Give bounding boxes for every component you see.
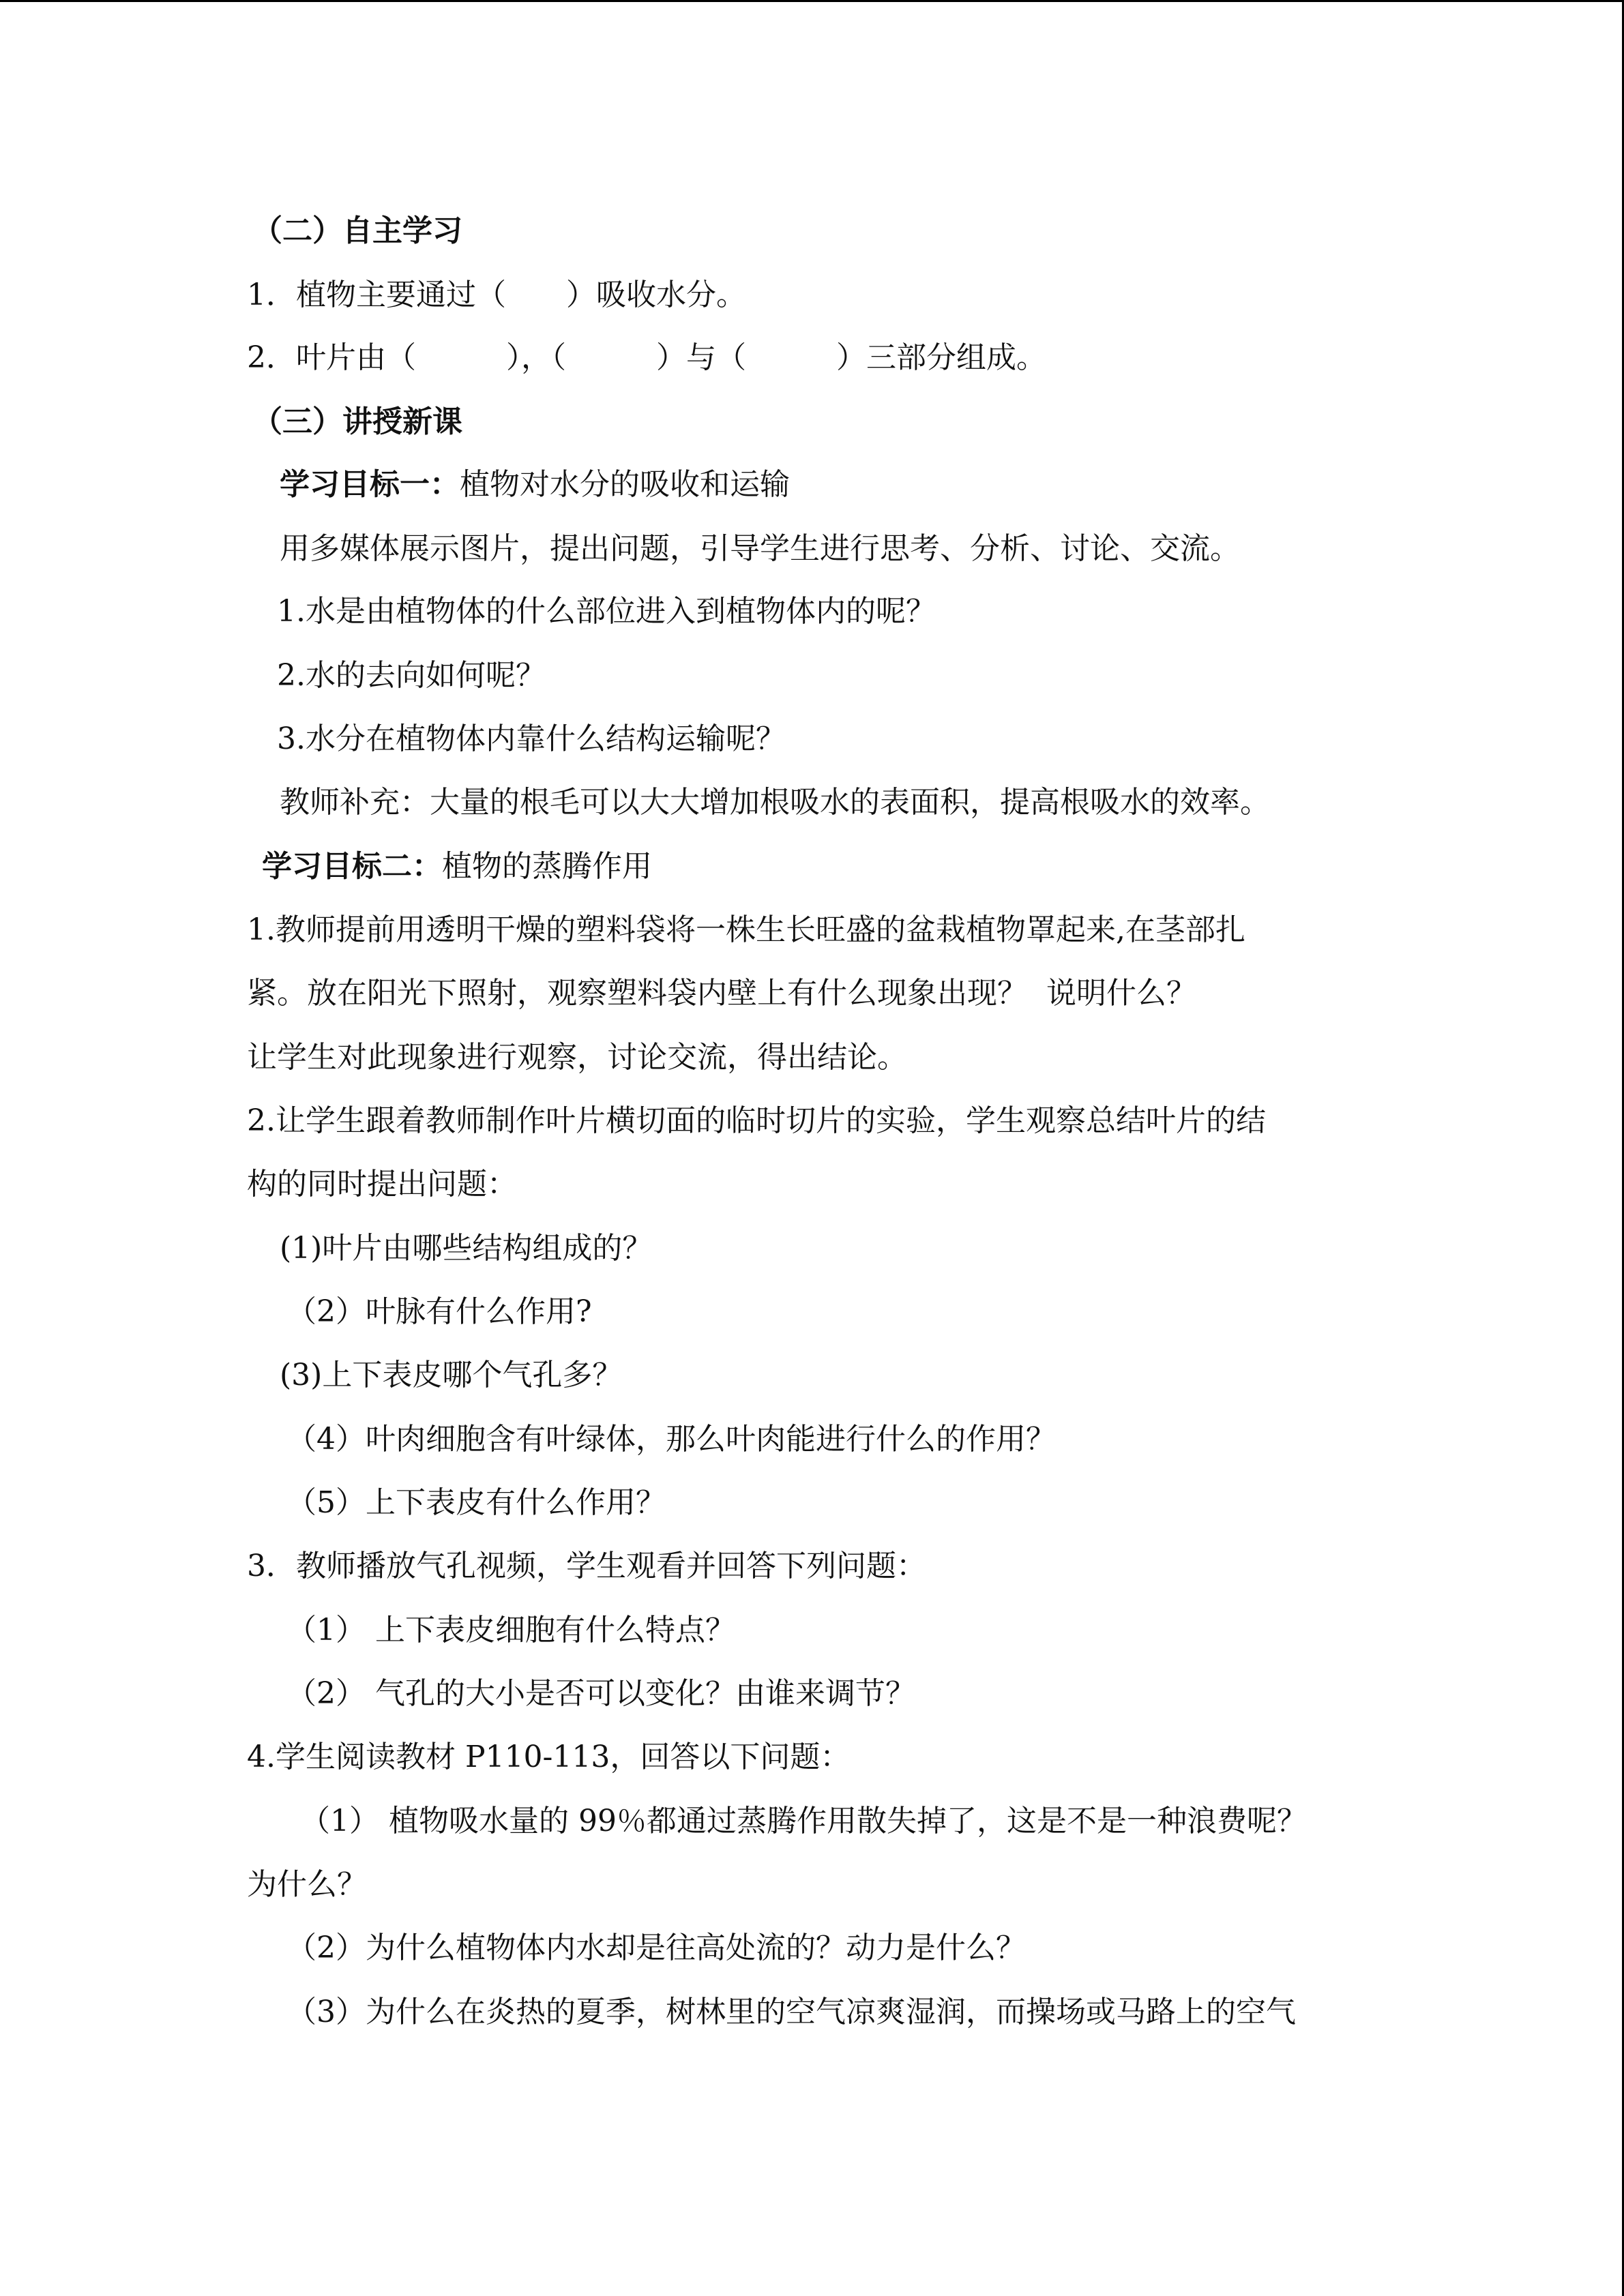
goal-2-label: 学习目标二： [262, 849, 442, 884]
goal-1-question-3: 3.水分在植物体内靠什么结构运输呢？ [277, 721, 786, 756]
paragraph-2-question-3: (3)上下表皮哪个气孔多？ [280, 1358, 623, 1392]
paragraph-2-question-4: （4）叶肉细胞含有叶绿体，那么叶肉能进行什么的作用？ [286, 1422, 1056, 1457]
goal-1-text: 植物对水分的吸收和运输 [460, 467, 790, 502]
paragraph-4-question-1-line-2: 为什么？ [247, 1867, 367, 1902]
intro-paragraph: 用多媒体展示图片，提出问题，引导学生进行思考、分析、讨论、交流。 [280, 531, 1240, 566]
paragraph-1-line-3: 让学生对此现象进行观察，讨论交流，得出结论。 [247, 1040, 907, 1075]
goal-1 [280, 466, 790, 504]
paragraph-3-line-1: 3．教师播放气孔视频，学生观看并回答下列问题： [247, 1549, 926, 1583]
paragraph-1-line-2: 紧。放在阳光下照射，观察塑料袋内壁上有什么现象出现？ 说明什么？ [247, 976, 1196, 1011]
paragraph-3-question-1: （1） 上下表皮细胞有什么特点？ [286, 1613, 735, 1648]
paragraph-2-question-5: （5）上下表皮有什么作用？ [286, 1485, 666, 1520]
goal-2 [262, 848, 652, 886]
section-heading-self-study: （二）自主学习 [252, 213, 462, 248]
paragraph-1-line-1: 1.教师提前用透明干燥的塑料袋将一株生长旺盛的盆栽植物罩起来,在茎部扎 [247, 912, 1245, 947]
section-heading-new-lesson: （三）讲授新课 [252, 404, 462, 439]
paragraph-4-line-1: 4.学生阅读教材 P110-113，回答以下问题： [247, 1740, 851, 1774]
goal-2-text: 植物的蒸腾作用 [442, 849, 652, 884]
paragraph-2-line-2: 构的同时提出问题： [247, 1167, 517, 1202]
question-2: 2．叶片由（ ），（ ）与（ ）三部分组成。 [247, 340, 1046, 375]
goal-1-question-2: 2.水的去向如何呢？ [277, 658, 546, 693]
paragraph-2-line-1: 2.让学生跟着教师制作叶片横切面的临时切片的实验，学生观察总结叶片的结 [247, 1103, 1266, 1138]
question-1: 1．植物主要通过（ ）吸收水分。 [247, 278, 746, 312]
goal-1-question-1: 1.水是由植物体的什么部位进入到植物体内的呢？ [277, 594, 936, 629]
paragraph-4-question-3: （3）为什么在炎热的夏季，树林里的空气凉爽湿润，而操场或马路上的空气 [286, 1995, 1296, 2029]
paragraph-2-question-1: (1)叶片由哪些结构组成的？ [280, 1231, 653, 1266]
teacher-note: 教师补充：大量的根毛可以大大增加根吸水的表面积，提高根吸水的效率。 [280, 785, 1270, 820]
paragraph-3-question-2: （2） 气孔的大小是否可以变化？由谁来调节？ [286, 1676, 915, 1711]
paragraph-2-question-2: （2）叶脉有什么作用? [286, 1294, 592, 1329]
paragraph-4-question-1-line-1: （1） 植物吸水量的 99％都通过蒸腾作用散失掉了，这是不是一种浪费呢？ [300, 1804, 1307, 1838]
goal-1-label: 学习目标一： [280, 467, 460, 502]
paragraph-4-question-2: （2）为什么植物体内水却是往高处流的？动力是什么？ [286, 1930, 1026, 1965]
